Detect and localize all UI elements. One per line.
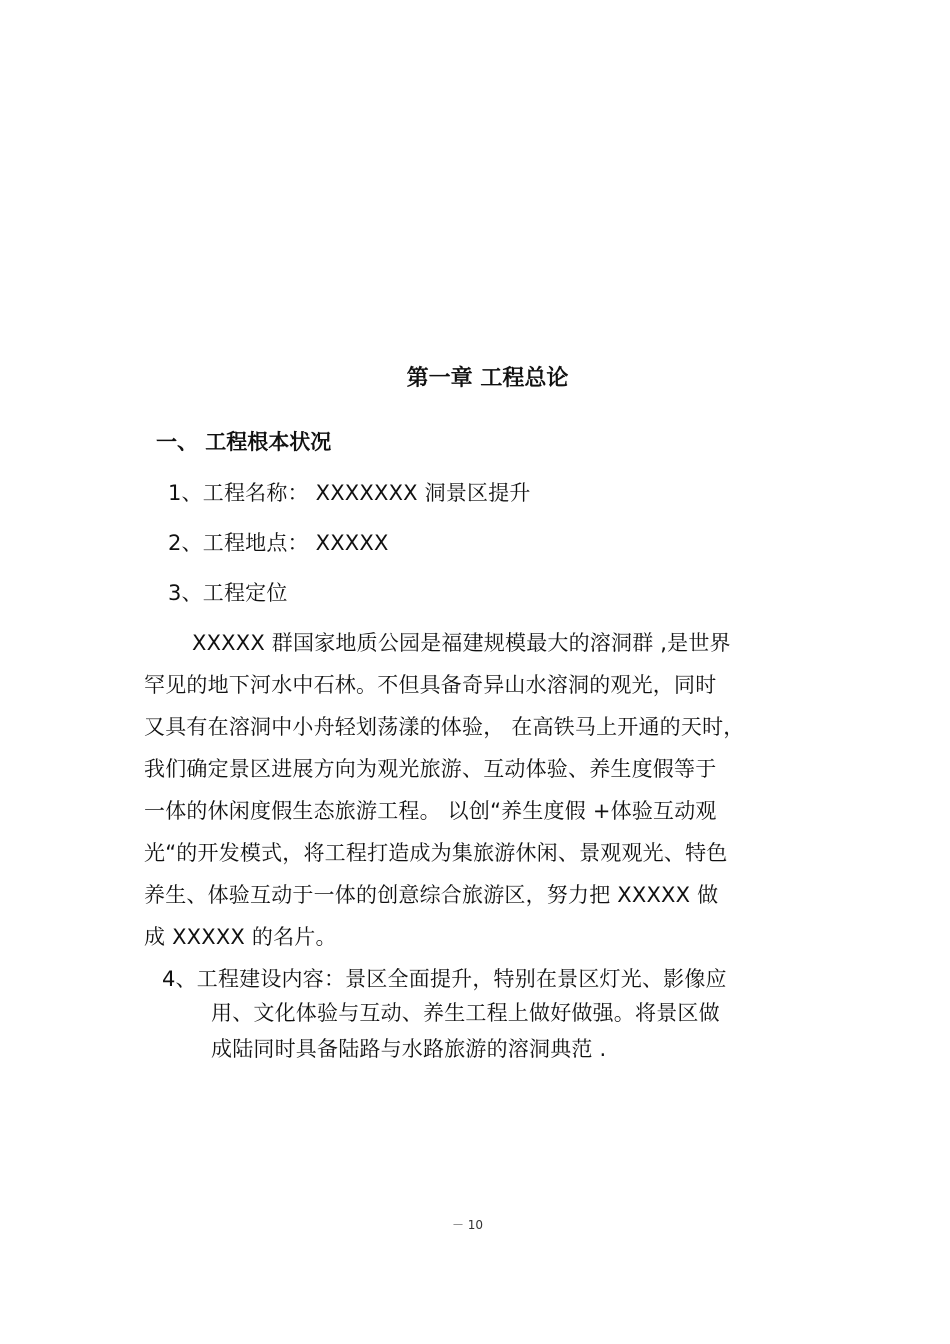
construction-line: 用、文化体验与互动、养生工程上做好做强。将景区做 [211, 1001, 720, 1025]
page-number: － 10 [451, 1218, 484, 1232]
section-heading: 一、 工程根本状况 [156, 430, 332, 454]
paragraph-line: 我们确定景区进展方向为观光旅游、互动体验、养生度假等于 [144, 757, 717, 781]
paragraph-line: XXXXX 群国家地质公园是福建规模最大的溶洞群 ,是世界 [192, 631, 731, 655]
item-construction-content: 4、工程建设内容：景区全面提升，特别在景区灯光、影像应 [162, 967, 727, 991]
paragraph-line: 罕见的地下河水中石林。不但具备奇异山水溶洞的观光，同时 [144, 673, 717, 697]
chapter-title: 第一章 工程总论 [406, 366, 569, 391]
paragraph-line: 一体的休闲度假生态旅游工程。 以创“养生度假 +体验互动观 [144, 799, 717, 823]
paragraph-line: 成 XXXXX 的名片。 [144, 925, 337, 949]
paragraph-line: 养生、体验互动于一体的创意综合旅游区，努力把 XXXXX 做 [144, 883, 719, 907]
construction-line: 成陆同时具备陆路与水路旅游的溶洞典范 . [211, 1037, 607, 1061]
item-project-location: 2、工程地点： XXXXX [168, 531, 389, 555]
paragraph-line: 光“的开发模式，将工程打造成为集旅游休闲、景观观光、特色 [144, 841, 728, 865]
paragraph-line: 又具有在溶洞中小舟轻划荡漾的体验， 在高铁马上开通的天时， [144, 715, 745, 739]
item-project-positioning: 3、工程定位 [168, 581, 288, 605]
item-project-name: 1、工程名称： XXXXXXX 洞景区提升 [168, 481, 531, 505]
